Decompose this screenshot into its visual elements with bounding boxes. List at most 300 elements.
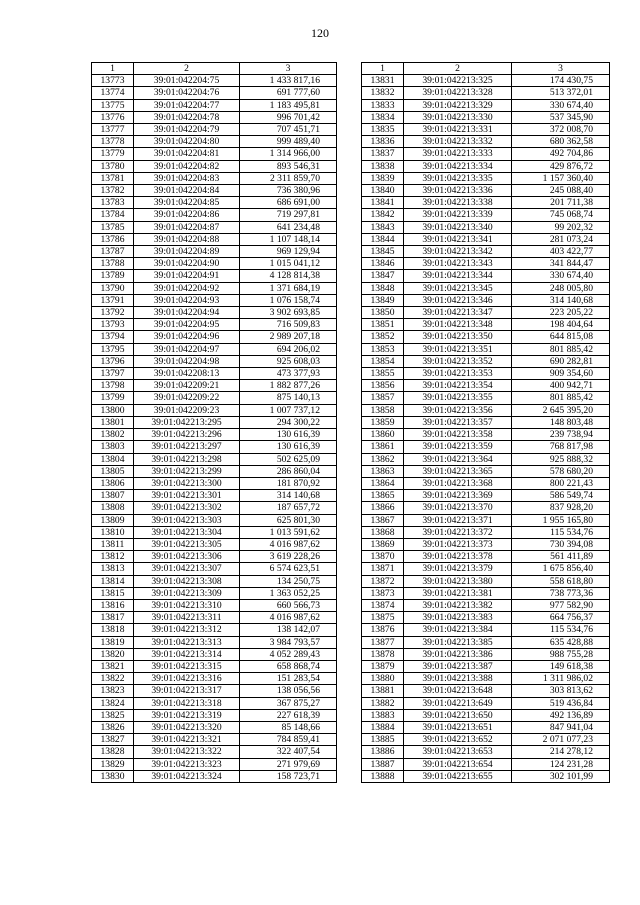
table-row — [362, 563, 610, 575]
value-cell: 745 068,74 — [512, 209, 610, 221]
value-cell: 1 183 495,81 — [240, 99, 337, 111]
row-number-cell: 13851 — [362, 319, 404, 331]
table-row — [92, 368, 337, 380]
value-cell: 3 984 793,57 — [240, 636, 337, 648]
cadastral-number-cell: 39:01:042213:323 — [134, 758, 240, 770]
cadastral-number-cell: 39:01:042213:345 — [404, 282, 512, 294]
value-cell: 1 955 165,80 — [512, 514, 610, 526]
cadastral-number-cell: 39:01:042213:650 — [404, 709, 512, 721]
value-cell: 187 657,72 — [240, 502, 337, 514]
table-row — [92, 587, 337, 599]
value-cell: 294 300,22 — [240, 416, 337, 428]
table-row — [362, 490, 610, 502]
cadastral-number-cell: 39:01:042213:332 — [404, 136, 512, 148]
cadastral-number-cell: 39:01:042204:82 — [134, 160, 240, 172]
cadastral-number-cell: 39:01:042213:653 — [404, 746, 512, 758]
value-cell: 1 076 158,74 — [240, 294, 337, 306]
value-cell: 473 377,93 — [240, 368, 337, 380]
table-row — [362, 453, 610, 465]
table-row — [92, 709, 337, 721]
cadastral-number-cell: 39:01:042213:350 — [404, 331, 512, 343]
row-number-cell: 13883 — [362, 709, 404, 721]
table-row — [362, 294, 610, 306]
value-cell: 138 142,07 — [240, 624, 337, 636]
table-row — [362, 404, 610, 416]
value-cell: 977 582,90 — [512, 599, 610, 611]
cadastral-number-cell: 39:01:042213:371 — [404, 514, 512, 526]
cadastral-number-cell: 39:01:042204:88 — [134, 233, 240, 245]
cadastral-number-cell: 39:01:042213:382 — [404, 599, 512, 611]
value-cell: 303 813,62 — [512, 685, 610, 697]
row-number-cell: 13871 — [362, 563, 404, 575]
value-cell: 686 691,00 — [240, 197, 337, 209]
cadastral-number-cell: 39:01:042213:317 — [134, 685, 240, 697]
row-number-cell: 13791 — [92, 294, 134, 306]
cadastral-number-cell: 39:01:042213:325 — [404, 75, 512, 87]
table-row — [92, 697, 337, 709]
cadastral-number-cell: 39:01:042204:90 — [134, 258, 240, 270]
row-number-cell: 13793 — [92, 319, 134, 331]
cadastral-number-cell: 39:01:042213:347 — [404, 307, 512, 319]
value-cell: 281 073,24 — [512, 233, 610, 245]
table-row — [92, 734, 337, 746]
table-row — [92, 721, 337, 733]
value-cell: 124 231,28 — [512, 758, 610, 770]
table-row — [92, 172, 337, 184]
value-cell: 664 756,37 — [512, 612, 610, 624]
cadastral-number-cell: 39:01:042213:315 — [134, 660, 240, 672]
column-header-cadastral-number: 2 — [134, 63, 240, 75]
row-number-cell: 13872 — [362, 575, 404, 587]
row-number-cell: 13841 — [362, 197, 404, 209]
value-cell: 847 941,04 — [512, 721, 610, 733]
cadastral-number-cell: 39:01:042213:309 — [134, 587, 240, 599]
cadastral-number-cell: 39:01:042213:300 — [134, 477, 240, 489]
row-number-cell: 13884 — [362, 721, 404, 733]
value-cell: 4 016 987,62 — [240, 612, 337, 624]
table-row — [92, 685, 337, 697]
cadastral-number-cell: 39:01:042213:335 — [404, 172, 512, 184]
column-header-number: 1 — [92, 63, 134, 75]
value-cell: 1 882 877,26 — [240, 380, 337, 392]
table-row — [362, 685, 610, 697]
cadastral-number-cell: 39:01:042213:338 — [404, 197, 512, 209]
value-cell: 245 088,40 — [512, 185, 610, 197]
row-number-cell: 13859 — [362, 416, 404, 428]
value-cell: 4 052 289,43 — [240, 648, 337, 660]
cadastral-number-cell: 39:01:042213:311 — [134, 612, 240, 624]
cadastral-number-cell: 39:01:042209:21 — [134, 380, 240, 392]
row-number-cell: 13797 — [92, 368, 134, 380]
value-cell: 314 140,68 — [240, 490, 337, 502]
row-number-cell: 13873 — [362, 587, 404, 599]
row-number-cell: 13776 — [92, 111, 134, 123]
row-number-cell: 13810 — [92, 526, 134, 538]
row-number-cell: 13801 — [92, 416, 134, 428]
cadastral-number-cell: 39:01:042204:96 — [134, 331, 240, 343]
cadastral-number-cell: 39:01:042213:331 — [404, 124, 512, 136]
row-number-cell: 13816 — [92, 599, 134, 611]
table-row — [362, 124, 610, 136]
row-number-cell: 13857 — [362, 392, 404, 404]
row-number-cell: 13818 — [92, 624, 134, 636]
cadastral-number-cell: 39:01:042204:85 — [134, 197, 240, 209]
cadastral-number-cell: 39:01:042213:312 — [134, 624, 240, 636]
row-number-cell: 13778 — [92, 136, 134, 148]
cadastral-number-cell: 39:01:042204:76 — [134, 87, 240, 99]
value-cell: 3 902 693,85 — [240, 307, 337, 319]
value-cell: 690 282,81 — [512, 355, 610, 367]
value-cell: 492 704,86 — [512, 148, 610, 160]
table-row — [362, 441, 610, 453]
row-number-cell: 13782 — [92, 185, 134, 197]
value-cell: 1 371 684,19 — [240, 282, 337, 294]
row-number-cell: 13874 — [362, 599, 404, 611]
table-row — [362, 636, 610, 648]
row-number-cell: 13802 — [92, 429, 134, 441]
value-cell: 134 250,75 — [240, 575, 337, 587]
cadastral-number-cell: 39:01:042204:78 — [134, 111, 240, 123]
value-cell: 181 870,92 — [240, 477, 337, 489]
cadastral-number-cell: 39:01:042213:365 — [404, 465, 512, 477]
table-row — [362, 575, 610, 587]
table-row — [92, 355, 337, 367]
table-row — [92, 136, 337, 148]
cadastral-number-cell: 39:01:042204:83 — [134, 172, 240, 184]
row-number-cell: 13854 — [362, 355, 404, 367]
value-cell: 148 803,48 — [512, 416, 610, 428]
cadastral-number-cell: 39:01:042213:649 — [404, 697, 512, 709]
row-number-cell: 13882 — [362, 697, 404, 709]
table-row — [362, 221, 610, 233]
row-number-cell: 13869 — [362, 538, 404, 550]
cadastral-number-cell: 39:01:042213:302 — [134, 502, 240, 514]
row-number-cell: 13829 — [92, 758, 134, 770]
value-cell: 768 817,98 — [512, 441, 610, 453]
table-row — [362, 160, 610, 172]
value-cell: 644 815,08 — [512, 331, 610, 343]
column-header-number: 1 — [362, 63, 404, 75]
table-row — [362, 380, 610, 392]
cadastral-number-cell: 39:01:042204:89 — [134, 246, 240, 258]
table-row — [362, 197, 610, 209]
row-number-cell: 13843 — [362, 221, 404, 233]
table-row — [362, 734, 610, 746]
row-number-cell: 13849 — [362, 294, 404, 306]
value-cell: 988 755,28 — [512, 648, 610, 660]
page-number: 120 — [311, 26, 329, 40]
row-number-cell: 13794 — [92, 331, 134, 343]
table-row — [362, 587, 610, 599]
table-row — [362, 758, 610, 770]
cadastral-number-cell: 39:01:042213:341 — [404, 233, 512, 245]
table-row — [92, 343, 337, 355]
row-number-cell: 13839 — [362, 172, 404, 184]
value-cell: 537 345,90 — [512, 111, 610, 123]
row-number-cell: 13833 — [362, 99, 404, 111]
cadastral-number-cell: 39:01:042204:81 — [134, 148, 240, 160]
value-cell: 6 574 623,51 — [240, 563, 337, 575]
row-number-cell: 13838 — [362, 160, 404, 172]
cadastral-number-cell: 39:01:042213:298 — [134, 453, 240, 465]
cadastral-number-cell: 39:01:042213:328 — [404, 87, 512, 99]
cadastral-number-cell: 39:01:042213:321 — [134, 734, 240, 746]
row-number-cell: 13880 — [362, 673, 404, 685]
value-cell: 99 202,32 — [512, 221, 610, 233]
row-number-cell: 13862 — [362, 453, 404, 465]
cadastral-number-cell: 39:01:042213:383 — [404, 612, 512, 624]
table-row — [362, 270, 610, 282]
cadastral-number-cell: 39:01:042204:92 — [134, 282, 240, 294]
row-number-cell: 13806 — [92, 477, 134, 489]
cadastral-number-cell: 39:01:042213:303 — [134, 514, 240, 526]
table-row — [92, 392, 337, 404]
row-number-cell: 13885 — [362, 734, 404, 746]
cadastral-number-cell: 39:01:042204:94 — [134, 307, 240, 319]
table-row — [362, 136, 610, 148]
value-cell: 1 314 966,00 — [240, 148, 337, 160]
cadastral-number-cell: 39:01:042213:307 — [134, 563, 240, 575]
row-number-cell: 13820 — [92, 648, 134, 660]
cadastral-number-cell: 39:01:042213:388 — [404, 673, 512, 685]
cadastral-number-cell: 39:01:042204:93 — [134, 294, 240, 306]
table-row — [92, 770, 337, 782]
cadastral-number-cell: 39:01:042213:343 — [404, 258, 512, 270]
cadastral-number-cell: 39:01:042213:329 — [404, 99, 512, 111]
table-row — [362, 502, 610, 514]
cadastral-number-cell: 39:01:042213:385 — [404, 636, 512, 648]
cadastral-number-cell: 39:01:042213:322 — [134, 746, 240, 758]
row-number-cell: 13788 — [92, 258, 134, 270]
value-cell: 130 616,39 — [240, 441, 337, 453]
table-row — [362, 477, 610, 489]
table-row — [92, 404, 337, 416]
cadastral-number-cell: 39:01:042213:364 — [404, 453, 512, 465]
value-cell: 893 546,31 — [240, 160, 337, 172]
table-row — [362, 624, 610, 636]
row-number-cell: 13814 — [92, 575, 134, 587]
row-number-cell: 13865 — [362, 490, 404, 502]
cadastral-number-cell: 39:01:042204:75 — [134, 75, 240, 87]
table-row — [92, 197, 337, 209]
row-number-cell: 13808 — [92, 502, 134, 514]
cadastral-number-cell: 39:01:042213:340 — [404, 221, 512, 233]
table-row — [92, 648, 337, 660]
row-number-cell: 13853 — [362, 343, 404, 355]
table-row — [92, 307, 337, 319]
row-number-cell: 13861 — [362, 441, 404, 453]
value-cell: 201 711,38 — [512, 197, 610, 209]
value-cell: 151 283,54 — [240, 673, 337, 685]
row-number-cell: 13803 — [92, 441, 134, 453]
row-number-cell: 13826 — [92, 721, 134, 733]
row-number-cell: 13823 — [92, 685, 134, 697]
row-number-cell: 13886 — [362, 746, 404, 758]
row-number-cell: 13781 — [92, 172, 134, 184]
cadastral-number-cell: 39:01:042208:13 — [134, 368, 240, 380]
cadastral-number-cell: 39:01:042213:651 — [404, 721, 512, 733]
table-row — [362, 648, 610, 660]
value-cell: 130 616,39 — [240, 429, 337, 441]
value-cell: 558 618,80 — [512, 575, 610, 587]
value-cell: 400 942,71 — [512, 380, 610, 392]
row-number-cell: 13773 — [92, 75, 134, 87]
table-row — [362, 282, 610, 294]
table-row — [92, 185, 337, 197]
cadastral-number-cell: 39:01:042213:378 — [404, 551, 512, 563]
value-cell: 492 136,89 — [512, 709, 610, 721]
row-number-cell: 13847 — [362, 270, 404, 282]
table-row — [92, 502, 337, 514]
table-row — [362, 148, 610, 160]
value-cell: 660 566,73 — [240, 599, 337, 611]
row-number-cell: 13817 — [92, 612, 134, 624]
table-row — [92, 99, 337, 111]
row-number-cell: 13858 — [362, 404, 404, 416]
row-number-cell: 13881 — [362, 685, 404, 697]
row-number-cell: 13796 — [92, 355, 134, 367]
row-number-cell: 13830 — [92, 770, 134, 782]
cadastral-number-cell: 39:01:042213:348 — [404, 319, 512, 331]
cadastral-number-cell: 39:01:042204:84 — [134, 185, 240, 197]
value-cell: 1 107 148,14 — [240, 233, 337, 245]
table-row — [92, 477, 337, 489]
table-row — [362, 429, 610, 441]
value-cell: 736 380,96 — [240, 185, 337, 197]
value-cell: 85 148,66 — [240, 721, 337, 733]
column-header-value: 3 — [512, 63, 610, 75]
value-cell: 372 008,70 — [512, 124, 610, 136]
cadastral-number-cell: 39:01:042213:654 — [404, 758, 512, 770]
row-number-cell: 13807 — [92, 490, 134, 502]
cadastral-number-cell: 39:01:042213:339 — [404, 209, 512, 221]
row-number-cell: 13809 — [92, 514, 134, 526]
row-number-cell: 13870 — [362, 551, 404, 563]
table-row — [92, 490, 337, 502]
table-row — [362, 209, 610, 221]
value-cell: 367 875,27 — [240, 697, 337, 709]
row-number-cell: 13780 — [92, 160, 134, 172]
value-cell: 925 608,03 — [240, 355, 337, 367]
value-cell: 680 362,58 — [512, 136, 610, 148]
table-row — [92, 551, 337, 563]
cadastral-number-cell: 39:01:042213:368 — [404, 477, 512, 489]
value-cell: 996 701,42 — [240, 111, 337, 123]
table-row — [92, 319, 337, 331]
table-header-row — [92, 63, 337, 75]
table-row — [362, 526, 610, 538]
row-number-cell: 13856 — [362, 380, 404, 392]
table-row — [92, 331, 337, 343]
table-row — [92, 270, 337, 282]
cadastral-number-cell: 39:01:042213:301 — [134, 490, 240, 502]
table-row — [362, 551, 610, 563]
cadastral-number-cell: 39:01:042213:319 — [134, 709, 240, 721]
table-row — [92, 294, 337, 306]
value-cell: 214 278,12 — [512, 746, 610, 758]
table-row — [92, 563, 337, 575]
value-cell: 1 311 986,02 — [512, 673, 610, 685]
value-cell: 223 205,22 — [512, 307, 610, 319]
row-number-cell: 13828 — [92, 746, 134, 758]
cadastral-number-cell: 39:01:042213:310 — [134, 599, 240, 611]
row-number-cell: 13825 — [92, 709, 134, 721]
value-cell: 330 674,40 — [512, 99, 610, 111]
cadastral-number-cell: 39:01:042213:353 — [404, 368, 512, 380]
row-number-cell: 13784 — [92, 209, 134, 221]
table-row — [92, 746, 337, 758]
table-row — [362, 172, 610, 184]
table-row — [92, 429, 337, 441]
table-row — [362, 416, 610, 428]
value-cell: 198 404,64 — [512, 319, 610, 331]
table-row — [362, 258, 610, 270]
row-number-cell: 13852 — [362, 331, 404, 343]
value-cell: 2 989 207,18 — [240, 331, 337, 343]
value-cell: 694 206,02 — [240, 343, 337, 355]
cadastral-number-cell: 39:01:042213:324 — [134, 770, 240, 782]
cadastral-number-cell: 39:01:042213:313 — [134, 636, 240, 648]
value-cell: 586 549,74 — [512, 490, 610, 502]
value-cell: 969 129,94 — [240, 246, 337, 258]
column-header-value: 3 — [240, 63, 337, 75]
value-cell: 239 738,94 — [512, 429, 610, 441]
table-row — [92, 636, 337, 648]
row-number-cell: 13848 — [362, 282, 404, 294]
table-row — [362, 111, 610, 123]
value-cell: 2 645 395,20 — [512, 404, 610, 416]
value-cell: 174 430,75 — [512, 75, 610, 87]
cadastral-number-cell: 39:01:042209:22 — [134, 392, 240, 404]
cadastral-number-cell: 39:01:042213:304 — [134, 526, 240, 538]
value-cell: 115 534,76 — [512, 526, 610, 538]
cadastral-number-cell: 39:01:042213:357 — [404, 416, 512, 428]
table-row — [92, 465, 337, 477]
row-number-cell: 13811 — [92, 538, 134, 550]
value-cell: 875 140,13 — [240, 392, 337, 404]
cadastral-table-left — [91, 62, 337, 783]
table-row — [362, 746, 610, 758]
table-row — [362, 673, 610, 685]
table-row — [92, 282, 337, 294]
table-row — [362, 331, 610, 343]
row-number-cell: 13866 — [362, 502, 404, 514]
value-cell: 730 394,08 — [512, 538, 610, 550]
row-number-cell: 13876 — [362, 624, 404, 636]
value-cell: 909 354,60 — [512, 368, 610, 380]
cadastral-number-cell: 39:01:042213:318 — [134, 697, 240, 709]
table-row — [362, 599, 610, 611]
row-number-cell: 13842 — [362, 209, 404, 221]
cadastral-number-cell: 39:01:042213:334 — [404, 160, 512, 172]
row-number-cell: 13855 — [362, 368, 404, 380]
value-cell: 403 422,77 — [512, 246, 610, 258]
row-number-cell: 13836 — [362, 136, 404, 148]
cadastral-number-cell: 39:01:042213:351 — [404, 343, 512, 355]
cadastral-number-cell: 39:01:042204:86 — [134, 209, 240, 221]
table-row — [92, 87, 337, 99]
value-cell: 578 680,20 — [512, 465, 610, 477]
cadastral-number-cell: 39:01:042213:306 — [134, 551, 240, 563]
cadastral-number-cell: 39:01:042204:87 — [134, 221, 240, 233]
table-row — [92, 258, 337, 270]
row-number-cell: 13834 — [362, 111, 404, 123]
row-number-cell: 13819 — [92, 636, 134, 648]
table-row — [362, 355, 610, 367]
cadastral-number-cell: 39:01:042213:381 — [404, 587, 512, 599]
table-row — [362, 246, 610, 258]
cadastral-number-cell: 39:01:042204:77 — [134, 99, 240, 111]
